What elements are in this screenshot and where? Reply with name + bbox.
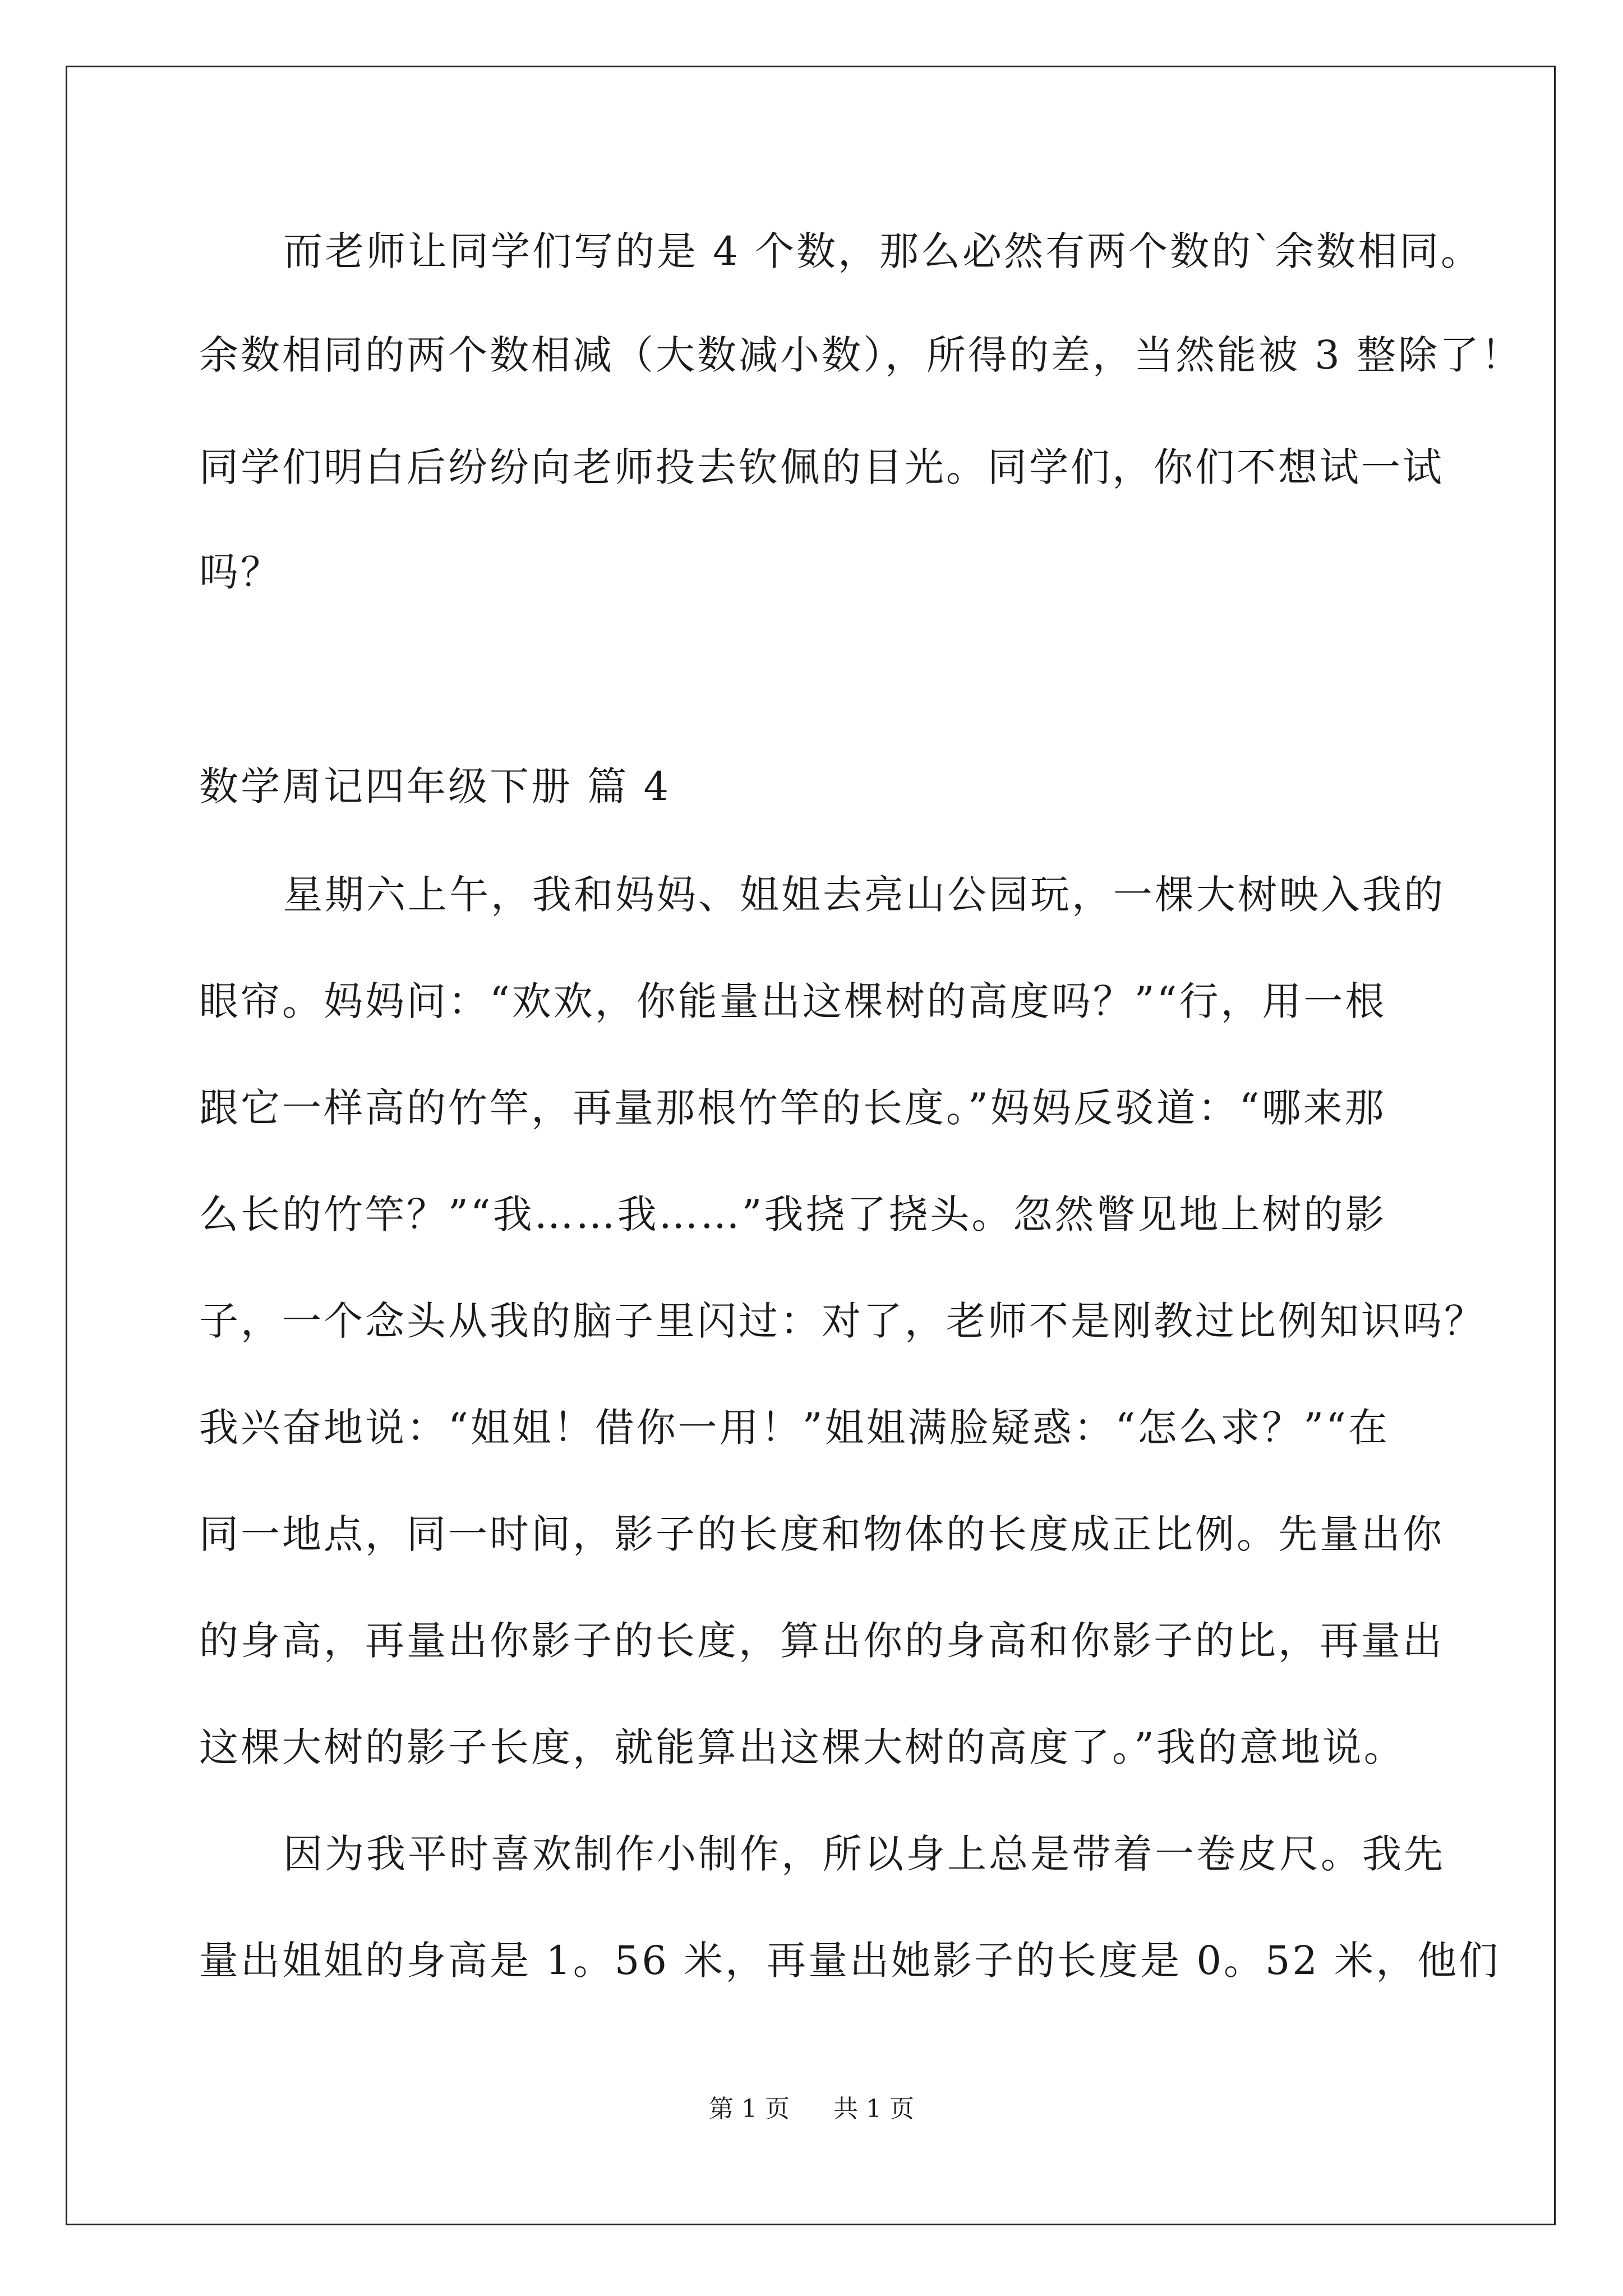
text-line: 跟它一样高的竹竿，再量那根竹竿的长度。”妈妈反驳道：“哪来那 xyxy=(199,1085,1386,1131)
page-total: 共 1 页 xyxy=(833,2095,914,2123)
page-number: 第 1 页 xyxy=(709,2095,790,2123)
text-line: 因为我平时喜欢制作小制作，所以身上总是带着一卷皮尺。我先 xyxy=(283,1831,1445,1877)
text-line: 我兴奋地说：“姐姐！借你一用！”姐姐满脸疑惑：“怎么求？”“在 xyxy=(199,1405,1390,1451)
text-line: 子，一个念头从我的脑子里闪过：对了，老师不是刚教过比例知识吗？ xyxy=(199,1298,1486,1344)
page-footer xyxy=(0,2097,1623,2122)
text-line: 的身高，再量出你影子的长度，算出你的身高和你影子的比，再量出 xyxy=(199,1618,1444,1664)
text-line: 同学们明白后纷纷向老师投去钦佩的目光。同学们，你们不想试一试 xyxy=(199,444,1444,490)
text-line: 同一地点，同一时间，影子的长度和物体的长度成正比例。先量出你 xyxy=(199,1511,1444,1557)
text-line: 么长的竹竿？”“我……我……”我挠了挠头。忽然瞥见地上树的影 xyxy=(199,1191,1387,1237)
text-line: 余数相同的两个数相减（大数减小数），所得的差，当然能被 3 整除了！ xyxy=(199,332,1523,378)
text-line: 而老师让同学们写的是 4 个数，那么必然有两个数的`余数相同。 xyxy=(283,228,1483,274)
text-line: 这棵大树的影子长度，就能算出这棵大树的高度了。”我的意地说。 xyxy=(199,1724,1405,1770)
text-line: 星期六上午，我和妈妈、姐姐去亮山公园玩，一棵大树映入我的 xyxy=(283,872,1445,918)
text-line: 吗？ xyxy=(199,549,282,595)
page-frame xyxy=(66,66,1556,2225)
text-line: 量出姐姐的身高是 1。56 米，再量出她影子的长度是 0。52 米，他们 xyxy=(199,1938,1501,1984)
section-heading: 数学周记四年级下册 篇 4 xyxy=(199,763,671,809)
text-line: 眼帘。妈妈问：“欢欢，你能量出这棵树的高度吗？”“行，用一根 xyxy=(199,978,1387,1024)
